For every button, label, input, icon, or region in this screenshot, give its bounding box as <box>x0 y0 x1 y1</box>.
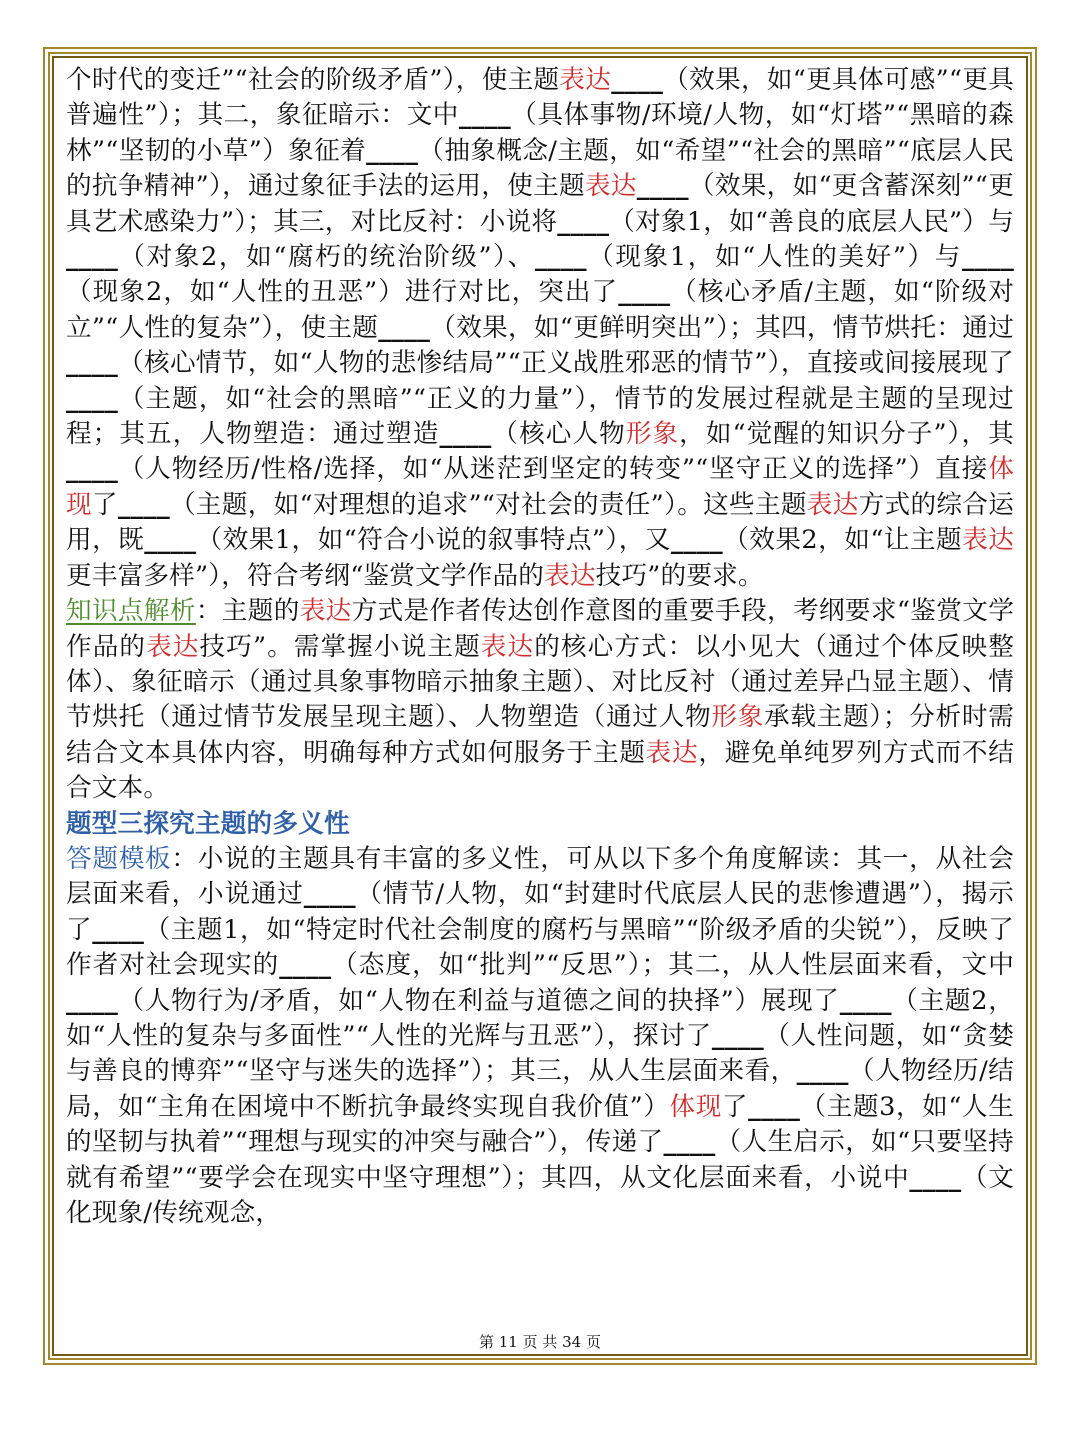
fill-in-blank: ____ <box>366 135 419 166</box>
highlighted-term: 表达 <box>480 631 535 662</box>
highlighted-term: 答题模板 <box>66 843 172 874</box>
fill-in-blank: ____ <box>748 1091 801 1122</box>
text-run: （主题，如“社会的黑暗”“正义的力量”），情节的发展过程就是主题的呈现过程；其五，人物塑造：通过塑造 <box>66 383 1014 450</box>
fill-in-blank: ____ <box>378 312 431 343</box>
text-run: 了 <box>721 1091 749 1122</box>
text-run: 了 <box>91 489 118 520</box>
text-run: 的核心方式：以小见大（通过个体反映整体）、象征暗示（通过具象事物暗示抽象主题）、对比反衬（通过差异凸显主题）、情节烘托（通过情节发展呈现主题）、人物塑造（通过人物 <box>66 631 1014 733</box>
fill-in-blank: ____ <box>92 914 145 945</box>
highlighted-term: 体现 <box>669 1091 722 1122</box>
text-run: （主题2，如“人性的复杂与多面性”“人性的光辉与丑恶”），探讨了 <box>66 985 1014 1051</box>
text-run: （效果，如“更鲜明突出”）；其四，情节烘托：通过 <box>430 312 1014 343</box>
text-run: （主题，如“对理想的追求”“对社会的责任”）。这些主题 <box>169 489 807 520</box>
text-run: 更丰富多样”），符合考纲“鉴赏文学作品的 <box>66 560 545 591</box>
fill-in-blank: ____ <box>557 206 610 237</box>
text-run: ，如“觉醒的知识分子”），其 <box>679 419 1014 450</box>
text-run: （人性问题，如“贪婪与善良的博弈”“坚守与迷失的选择”）；其三，从人生层面来看， <box>66 1020 1015 1087</box>
paragraph-knowledge-analysis <box>66 594 1014 806</box>
text-run: （文化现象/传统观念， <box>66 1162 1014 1228</box>
text-run: ，避免单纯罗列方式而不结合文本。 <box>66 737 1014 804</box>
fill-in-blank: ____ <box>909 1162 962 1193</box>
text-run: （人生启示，如“只要坚持就有希望”“要学会在现实中坚守理想”）；其四，从文化层面来看，小说中 <box>66 1127 1014 1193</box>
text-run: 承载主题）；分析时需结合文本具体内容，明确每种方式如何服务于主题 <box>66 702 1014 768</box>
highlighted-term: 表达 <box>962 525 1014 556</box>
text-run: 个时代的变迁”“社会的阶级矛盾”），使主题 <box>66 65 560 95</box>
text-run: （效果1，如“符合小说的叙事特点”），又 <box>196 525 671 556</box>
fill-in-blank: ____ <box>303 879 356 910</box>
highlighted-term: 表达 <box>299 596 352 627</box>
fill-in-blank: ____ <box>66 454 118 485</box>
text-run: （核心情节，如“人物的悲惨结局”“正义战胜邪恶的情节”），直接或间接展现了 <box>118 348 1014 379</box>
text-run: （情节/人物，如“封建时代底层人民的悲惨遭遇”），揭示了 <box>66 879 1014 945</box>
text-run: 方式的综合运用，既 <box>66 489 1015 556</box>
text-run: （核心人物 <box>491 419 626 450</box>
fill-in-blank: ____ <box>670 525 723 556</box>
fill-in-blank: ____ <box>66 242 118 273</box>
text-run: （人物经历/结局，如“主角在困境中不断抗争最终实现自我价值”） <box>66 1056 1014 1122</box>
section-heading: 题型三探究主题的多义性 <box>66 808 350 839</box>
text-run: （现象1，如“人性的美好”）与 <box>586 242 963 273</box>
highlighted-term: 表达 <box>146 631 200 662</box>
highlighted-term: 表达 <box>559 65 612 95</box>
highlighted-term: 表达 <box>806 489 859 520</box>
text-run: （人物行为/矛盾，如“人物在利益与道德之间的抉择”）展现了 <box>118 985 840 1016</box>
fill-in-blank: ____ <box>439 419 492 450</box>
text-run: （对象2，如“腐朽的统治阶级”）、 <box>118 242 535 273</box>
highlighted-term: 表达 <box>544 560 596 591</box>
fill-in-blank: ____ <box>458 100 511 131</box>
text-run: （核心矛盾/主题，如“阶级对立”“人性的复杂”），使主题 <box>66 277 1014 343</box>
text-run: 方式是作者传达创作意图的重要手段，考纲要求“鉴赏文学作品的 <box>66 596 1014 662</box>
text-run: ：主题的 <box>195 596 300 627</box>
text-run: 技巧”的要求。 <box>595 560 764 591</box>
fill-in-blank: ____ <box>66 985 118 1016</box>
fill-in-blank: ____ <box>279 950 332 981</box>
fill-in-blank: ____ <box>839 985 892 1016</box>
text-run: （态度，如“批判”“反思”）；其二，从人性层面来看，文中 <box>331 950 1014 981</box>
highlighted-term: 知识点解析 <box>66 596 196 627</box>
fill-in-blank: ____ <box>144 525 197 556</box>
text-run: （主题3，如“人生的坚韧与执着”“理想与现实的冲突与融合”），传递了 <box>66 1091 1015 1158</box>
highlighted-term: 表达 <box>584 171 637 202</box>
highlighted-term: 形象 <box>625 419 680 450</box>
text-run: ：小说的主题具有丰富的多义性，可从以下多个角度解读：其一，从社会层面来看，小说通过 <box>66 843 1014 910</box>
fill-in-blank: ____ <box>796 1056 849 1087</box>
fill-in-blank: ____ <box>611 65 664 95</box>
document-body <box>66 63 1014 1231</box>
text-run: （效果，如“更具体可感”“更具普遍性”）；其二，象征暗示：文中 <box>66 65 1014 131</box>
fill-in-blank: ____ <box>618 277 671 308</box>
highlighted-term: 形象 <box>711 702 765 733</box>
text-run: （抽象概念/主题，如“希望”“社会的黑暗”“底层人民的抗争精神”），通过象征手法的运用，使主题 <box>66 135 1014 202</box>
fill-in-blank: ____ <box>117 489 170 520</box>
text-run: （现象2，如“人性的丑恶”）进行对比，突出了 <box>66 277 619 308</box>
text-run: （对象1，如“善良的底层人民”）与 <box>609 206 1014 237</box>
fill-in-blank: ____ <box>636 171 689 202</box>
highlighted-term: 体现 <box>66 454 1014 520</box>
fill-in-blank: ____ <box>534 242 587 273</box>
paragraph-answer-template <box>66 842 1014 1231</box>
text-run: （效果2，如“让主题 <box>722 525 963 556</box>
text-run: 技巧”。需掌握小说主题 <box>199 631 481 662</box>
fill-in-blank: ____ <box>962 242 1015 273</box>
text-run: （主题1，如“特定时代社会制度的腐朽与黑暗”“阶级矛盾的尖锐”），反映了作者对社会现实的 <box>66 914 1014 981</box>
fill-in-blank: ____ <box>663 1127 716 1158</box>
highlighted-term: 表达 <box>645 737 699 768</box>
text-run: （具体事物/环境/人物，如“灯塔”“黑暗的森林”“坚韧的小草”）象征着 <box>66 100 1014 166</box>
page-number-footer: 第 11 页 共 34 页 <box>478 1333 601 1351</box>
fill-in-blank: ____ <box>66 348 118 379</box>
paragraph-theme-expression-template <box>66 63 1014 594</box>
text-run: （效果，如“更含蓄深刻”“更具艺术感染力”）；其三，对比反衬：小说将 <box>66 171 1014 237</box>
text-run: （人物经历/性格/选择，如“从迷茫到坚定的转变”“坚守正义的选择”）直接 <box>118 454 989 485</box>
fill-in-blank: ____ <box>66 383 118 414</box>
fill-in-blank: ____ <box>711 1020 764 1051</box>
